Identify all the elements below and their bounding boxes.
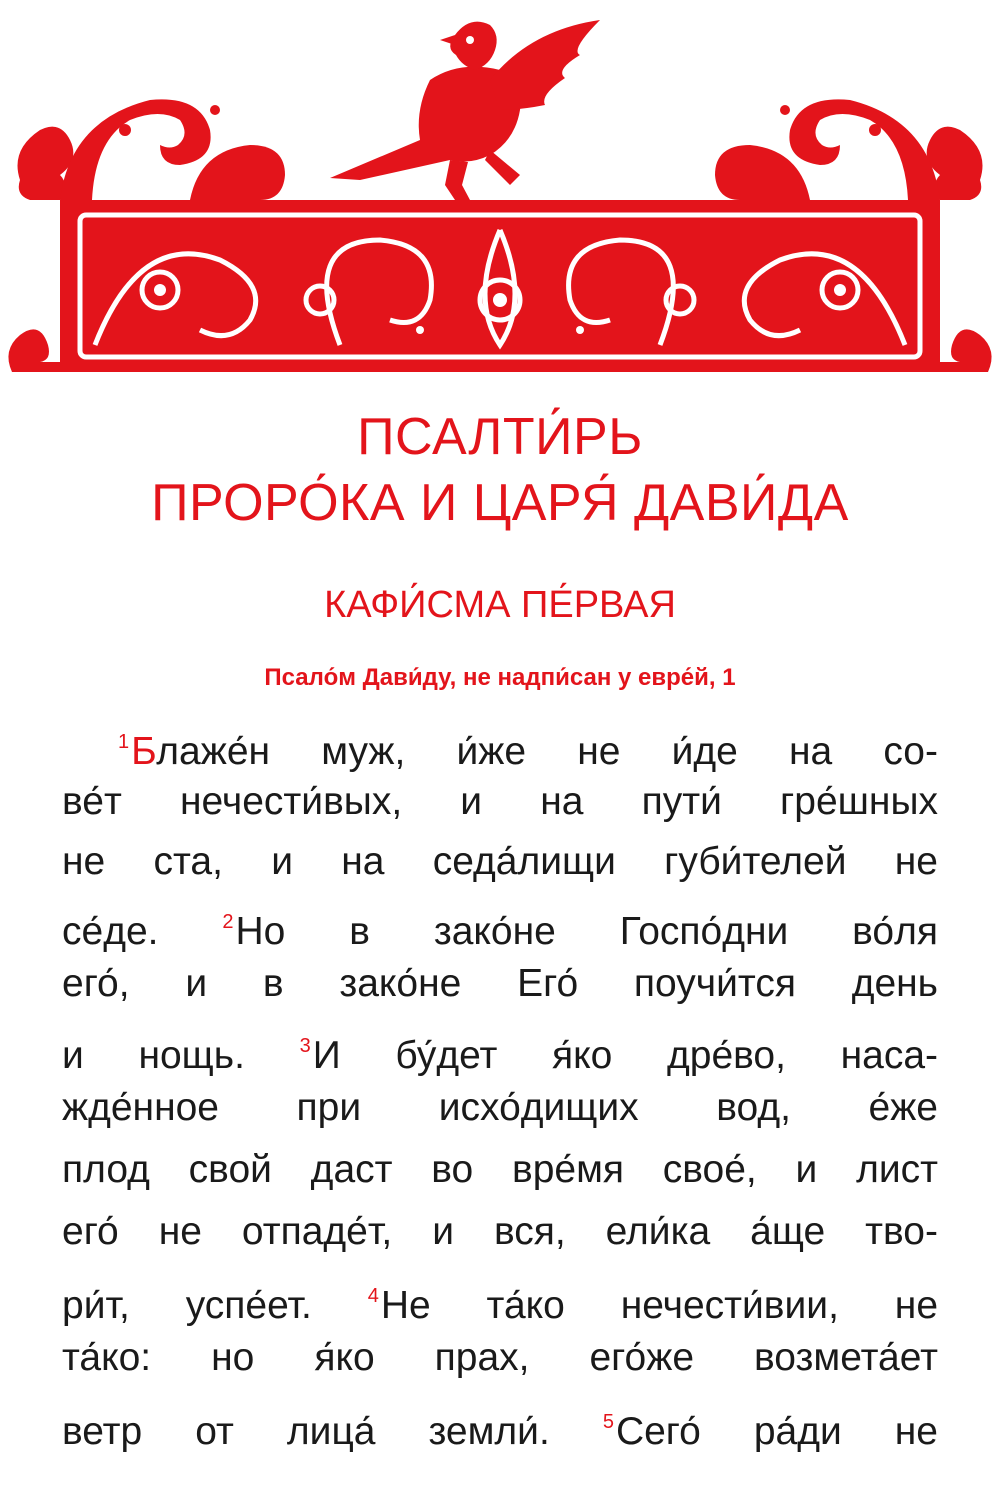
verse-text: се́де.: [62, 910, 159, 952]
title-line-1: ПСАЛТИ́РЬ: [357, 408, 643, 466]
verse-number: 1: [118, 731, 130, 753]
verse-number: 5: [602, 1411, 614, 1433]
verse-text: ри́т, успе́ет.: [62, 1284, 312, 1326]
text-line-11: та́ко: но я́ко прах, его́же возмета́ет: [62, 1336, 938, 1379]
text-line-7: жде́нное при исхо́дищих вод, е́же: [62, 1086, 938, 1129]
verse-text: ветр от лица́ земли́.: [62, 1410, 550, 1452]
text-line-2: ве́т нечести́вых, и на пути́ гре́шных: [62, 780, 938, 823]
text-line-8: плод свой даст во вре́мя свое́, и лист: [62, 1148, 938, 1191]
verse-text: Сего́ ра́ди не: [615, 1410, 938, 1452]
verse-number: 2: [222, 911, 234, 933]
psalm-heading: Псало́м Дави́ду, не надпи́сан у евре́й, 1: [264, 664, 736, 691]
drop-initial: Б: [131, 730, 157, 772]
verse-number: 3: [299, 1035, 311, 1057]
text-line-12: [62, 1392, 938, 1452]
kathisma-heading: КАФИ́СМА ПЕ́РВАЯ: [324, 584, 676, 626]
verse-text: Не та́ко нечести́вии, не: [380, 1284, 938, 1326]
verse-text: Но в зако́не Госпо́дни во́ля: [235, 910, 938, 952]
verse-text: И бу́дет я́ко дре́во, наса-: [312, 1034, 938, 1076]
text-line-4: [62, 892, 938, 952]
text-line-3: не ста, и на седа́лищи губи́телей не: [62, 840, 938, 883]
verse-text: и нощь.: [62, 1034, 245, 1076]
verse-number: 4: [367, 1285, 379, 1307]
text-line-6: [62, 1016, 938, 1076]
verse-text: лаже́н муж, и́же не и́де на со-: [156, 730, 938, 772]
title-line-2: ПРОРО́КА И ЦАРЯ́ ДАВИ́ДА: [151, 474, 849, 532]
dove-headpiece-ornament: [0, 0, 1000, 400]
text-line-1: [118, 712, 938, 772]
text-line-9: его́ не отпаде́т, и вся, ели́ка а́ще тво-: [62, 1210, 938, 1253]
text-line-5: его́, и в зако́не Его́ поучи́тся день: [62, 962, 938, 1005]
book-title: [0, 404, 1000, 536]
text-line-10: [62, 1266, 938, 1326]
